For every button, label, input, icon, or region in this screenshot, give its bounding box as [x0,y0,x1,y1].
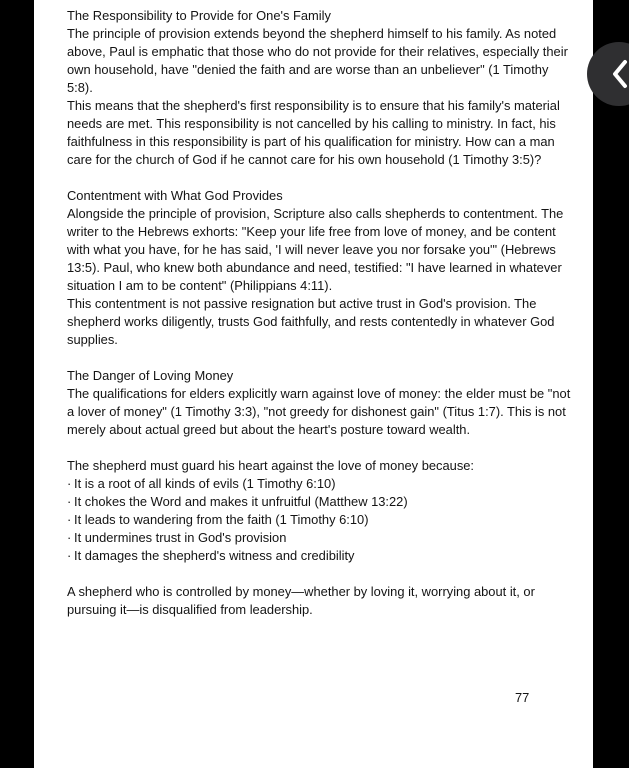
paragraph-spacer [67,169,573,187]
section-heading-danger: The Danger of Loving Money [67,368,234,383]
bullet-dot: · [67,476,72,491]
section-heading-contentment: Contentment with What God Provides [67,188,283,203]
chevron-left-icon [611,58,629,90]
list-item [67,475,573,493]
list-item [67,493,573,511]
page-number: 77 [515,690,530,705]
list-intro: The shepherd must guard his heart against the love of money because: [67,458,475,473]
section-heading-provision: The Responsibility to Provide for One's Family [67,8,331,23]
paragraph-spacer [67,439,573,457]
list-item-text: It chokes the Word and makes it unfruitful (Matthew 13:22) [74,494,408,509]
list-item [67,511,573,529]
list-item-text: It undermines trust in God's provision [74,530,287,545]
bullet-list [67,475,573,565]
paragraph-spacer [67,349,573,367]
paragraph: Alongside the principle of provision, Scripture also calls shepherds to contentment. The writer to the Hebrews exhorts: "Keep your life free from love of money, and be content with what you have, for he has said, 'I will never leave you nor forsake you'" (Hebrews 13:5). Paul, who knew both abundance and need, testified: "I have learned in whatever situation I am to be content" (Philippians 4:11). [67,206,564,293]
paragraph: This means that the shepherd's first responsibility is to ensure that his family's material needs are met. This responsibility is not cancelled by his calling to ministry. In fact, his faithfulness in this responsibility is part of his qualification for ministry. How can a man care for the church of God if he cannot care for his own household (1 Timothy 3:5)? [67,98,560,167]
document-page [34,0,593,768]
list-item-text: It damages the shepherd's witness and credibility [74,548,355,563]
bullet-dot: · [67,512,72,527]
list-item-text: It leads to wandering from the faith (1 Timothy 6:10) [74,512,369,527]
bullet-dot: · [67,494,72,509]
list-item-text: It is a root of all kinds of evils (1 Timothy 6:10) [74,476,336,491]
list-item [67,529,573,547]
previous-page-button[interactable] [587,42,629,106]
paragraph: The qualifications for elders explicitly warn against love of money: the elder must be "not a lover of money" (1 Timothy 3:3), "not greedy for dishonest gain" (Titus 1:7). This is not merely about actual greed but about the heart's posture toward wealth. [67,386,571,437]
bullet-dot: · [67,530,72,545]
paragraph: This contentment is not passive resignation but active trust in God's provision. The shepherd works diligently, trusts God faithfully, and rests contentedly in whatever God supplies. [67,296,555,347]
paragraph-spacer [67,565,573,583]
list-item [67,547,573,565]
paragraph: The principle of provision extends beyond the shepherd himself to his family. As noted above, Paul is emphatic that those who do not provide for their relatives, especially their own household, have "denied the faith and are worse than an unbeliever" (1 Timothy 5:8). [67,26,568,95]
closing-paragraph: A shepherd who is controlled by money—whether by loving it, worrying about it, or pursuing it—is disqualified from leadership. [67,584,535,617]
bullet-dot: · [67,548,72,563]
